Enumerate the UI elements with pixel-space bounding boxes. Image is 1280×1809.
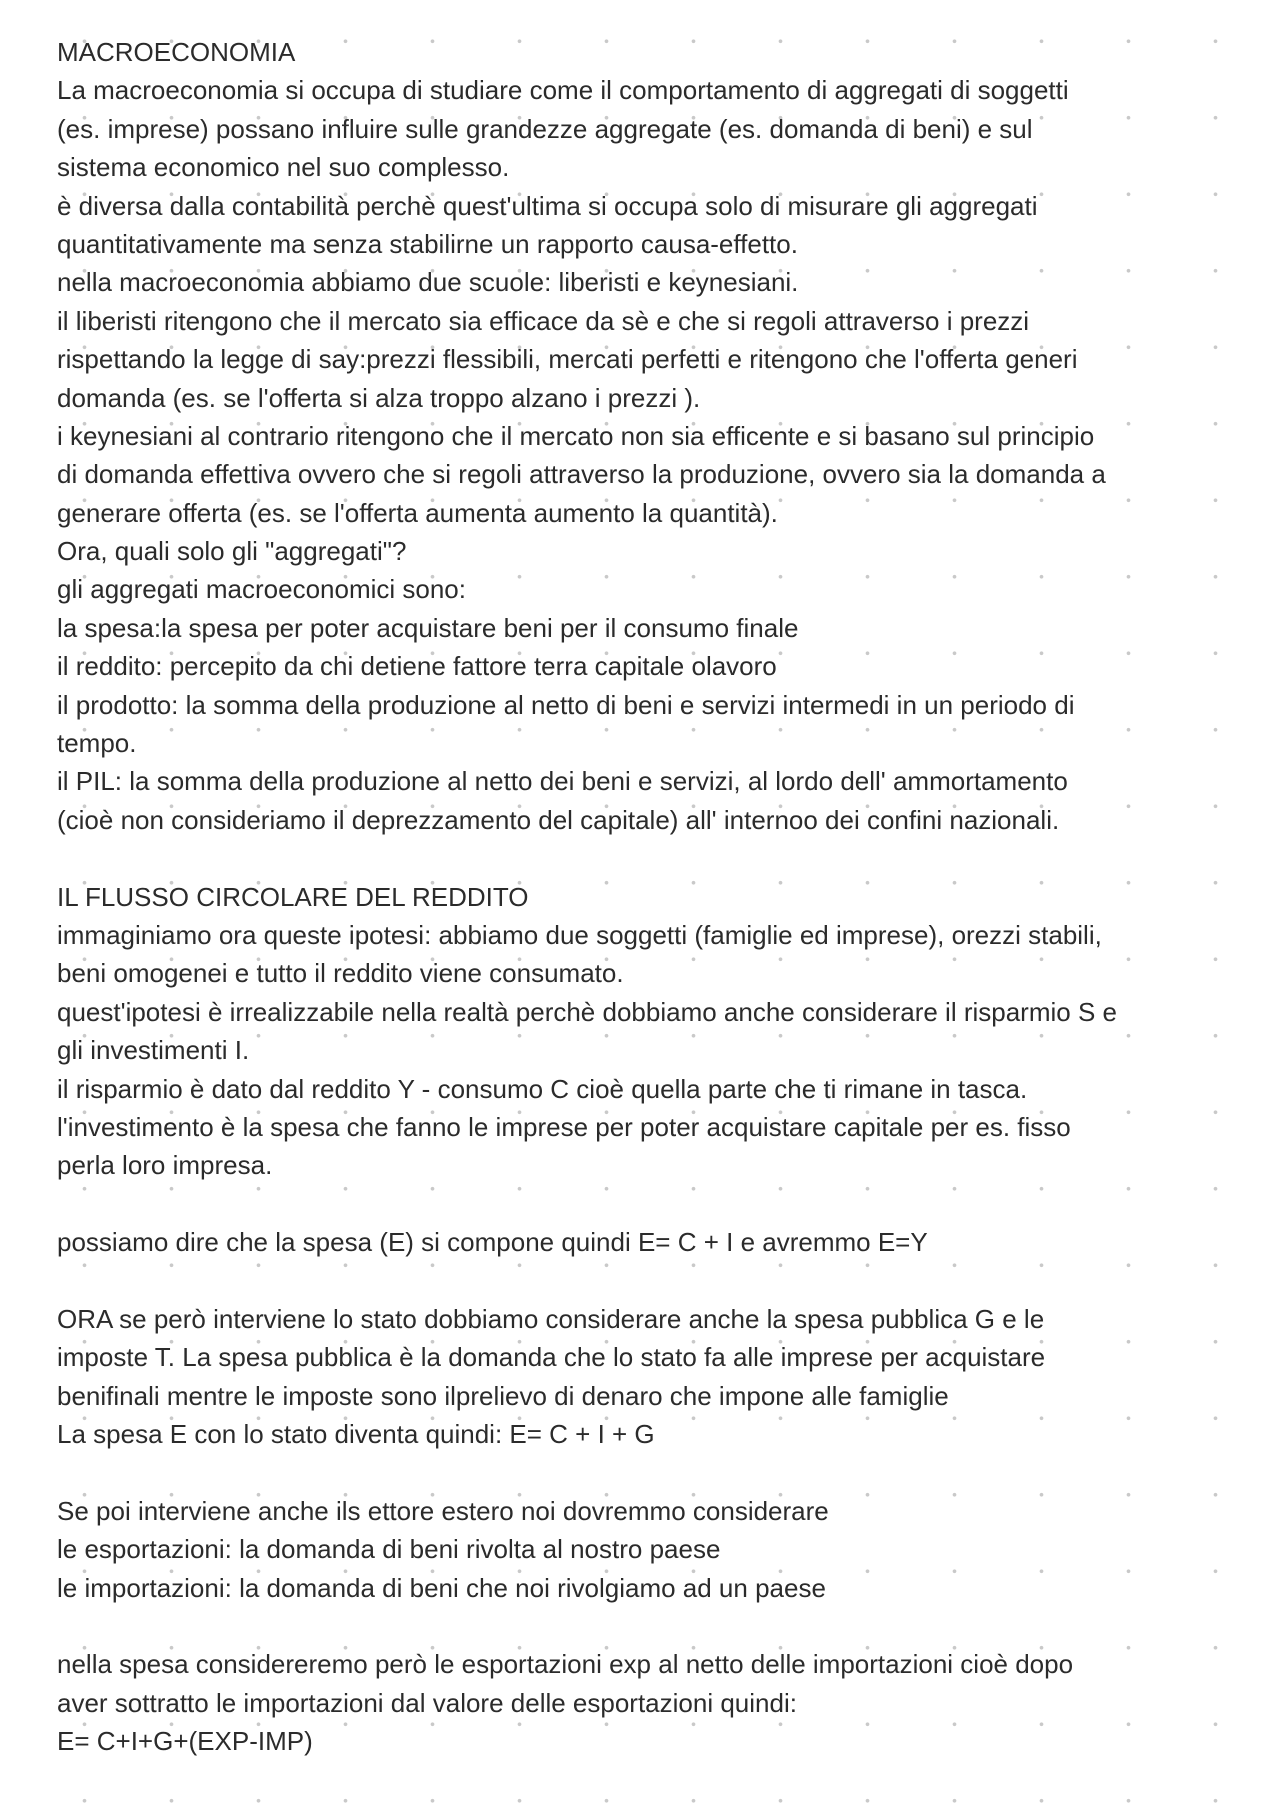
text-line: immaginiamo ora queste ipotesi: abbiamo due soggetti (famiglie ed imprese), orezzi stabili, [57, 919, 1102, 950]
text-line: E= C+I+G+(EXP-IMP) [57, 1726, 313, 1757]
text-line: imposte T. La spesa pubblica è la domanda che lo stato fa alle imprese per acquistare [57, 1342, 1046, 1373]
text-line: benifinali mentre le imposte sono ilprelievo di denaro che impone alle famiglie [57, 1380, 949, 1411]
text-line: il reddito: percepito da chi detiene fattore terra capitale olavoro [57, 651, 777, 682]
text-line: nella spesa considereremo però le esportazioni exp al netto delle importazioni cioè dopo [57, 1649, 1074, 1680]
text-line: possiamo dire che la spesa (E) si compone quindi E= C + I e avremmo E=Y [57, 1227, 928, 1258]
text-line: domanda (es. se l'offerta si alza troppo alzano i prezzi ). [57, 382, 701, 413]
blank-line [57, 1453, 1257, 1491]
text-line: le esportazioni: la domanda di beni rivolta al nostro paese [57, 1534, 721, 1565]
text-line: è diversa dalla contabilità perchè quest'ultima si occupa solo di misurare gli aggregati [57, 190, 1038, 221]
text-line: l'investimento è la spesa che fanno le imprese per poter acquistare capitale per es. fisso [57, 1111, 1071, 1142]
blank-line [57, 1185, 1257, 1223]
text-line: Ora, quali solo gli "aggregati"? [57, 536, 407, 567]
text-line: il PIL: la somma della produzione al netto dei beni e servizi, al lordo dell' ammortamento [57, 766, 1068, 797]
text-line: il prodotto: la somma della produzione al netto di beni e servizi intermedi in un periodo di [57, 689, 1075, 720]
note-page [57, 33, 1257, 1761]
text-line: tempo. [57, 728, 137, 759]
blank-line [57, 839, 1257, 877]
text-line: perla loro impresa. [57, 1150, 273, 1181]
blank-line [57, 1607, 1257, 1645]
text-line: (es. imprese) possano influire sulle grandezze aggregate (es. domanda di beni) e sul [57, 113, 1033, 144]
text-line: quantitativamente ma senza stabilirne un rapporto causa-effetto. [57, 228, 798, 259]
text-line: rispettando la legge di say:prezzi flessibili, mercati perfetti e ritengono che l'offerta generi [57, 344, 1078, 375]
text-line: gli investimenti I. [57, 1035, 250, 1066]
text-line: Se poi interviene anche ils ettore estero noi dovremmo considerare [57, 1495, 829, 1526]
text-line: La macroeconomia si occupa di studiare come il comportamento di aggregati di soggetti [57, 75, 1069, 106]
text-line: la spesa:la spesa per poter acquistare beni per il consumo finale [57, 612, 799, 643]
document-title: MACROECONOMIA [57, 37, 296, 67]
text-line: le importazioni: la domanda di beni che noi rivolgiamo ad un paese [57, 1572, 826, 1603]
text-line: aver sottratto le importazioni dal valore delle esportazioni quindi: [57, 1687, 797, 1718]
text-line: sistema economico nel suo complesso. [57, 152, 510, 183]
text-line: quest'ipotesi è irrealizzabile nella realtà perchè dobbiamo anche considerare il risparmio S e [57, 996, 1117, 1027]
text-line: di domanda effettiva ovvero che si regoli attraverso la produzione, ovvero sia la domanda a [57, 459, 1106, 490]
text-line: (cioè non consideriamo il deprezzamento del capitale) all' internoo dei confini nazionali. [57, 804, 1060, 835]
section-heading: IL FLUSSO CIRCOLARE DEL REDDITO [57, 881, 529, 912]
text-line: il risparmio è dato dal reddito Y - consumo C cioè quella parte che ti rimane in tasca. [57, 1073, 1028, 1104]
text-line: i keynesiani al contrario ritengono che il mercato non sia efficente e si basano sul principio [57, 420, 1095, 451]
text-line: il liberisti ritengono che il mercato sia efficace da sè e che si regoli attraverso i prezzi [57, 305, 1030, 336]
text-line: La spesa E con lo stato diventa quindi: E= C + I + G [57, 1419, 655, 1450]
blank-line [57, 1262, 1257, 1300]
text-line: ORA se però interviene lo stato dobbiamo considerare anche la spesa pubblica G e le [57, 1303, 1045, 1334]
text-line: generare offerta (es. se l'offerta aumenta aumento la quantità). [57, 497, 778, 528]
text-line: beni omogenei e tutto il reddito viene consumato. [57, 958, 624, 989]
text-line: nella macroeconomia abbiamo due scuole: liberisti e keynesiani. [57, 267, 799, 298]
text-line: gli aggregati macroeconomici sono: [57, 574, 466, 605]
